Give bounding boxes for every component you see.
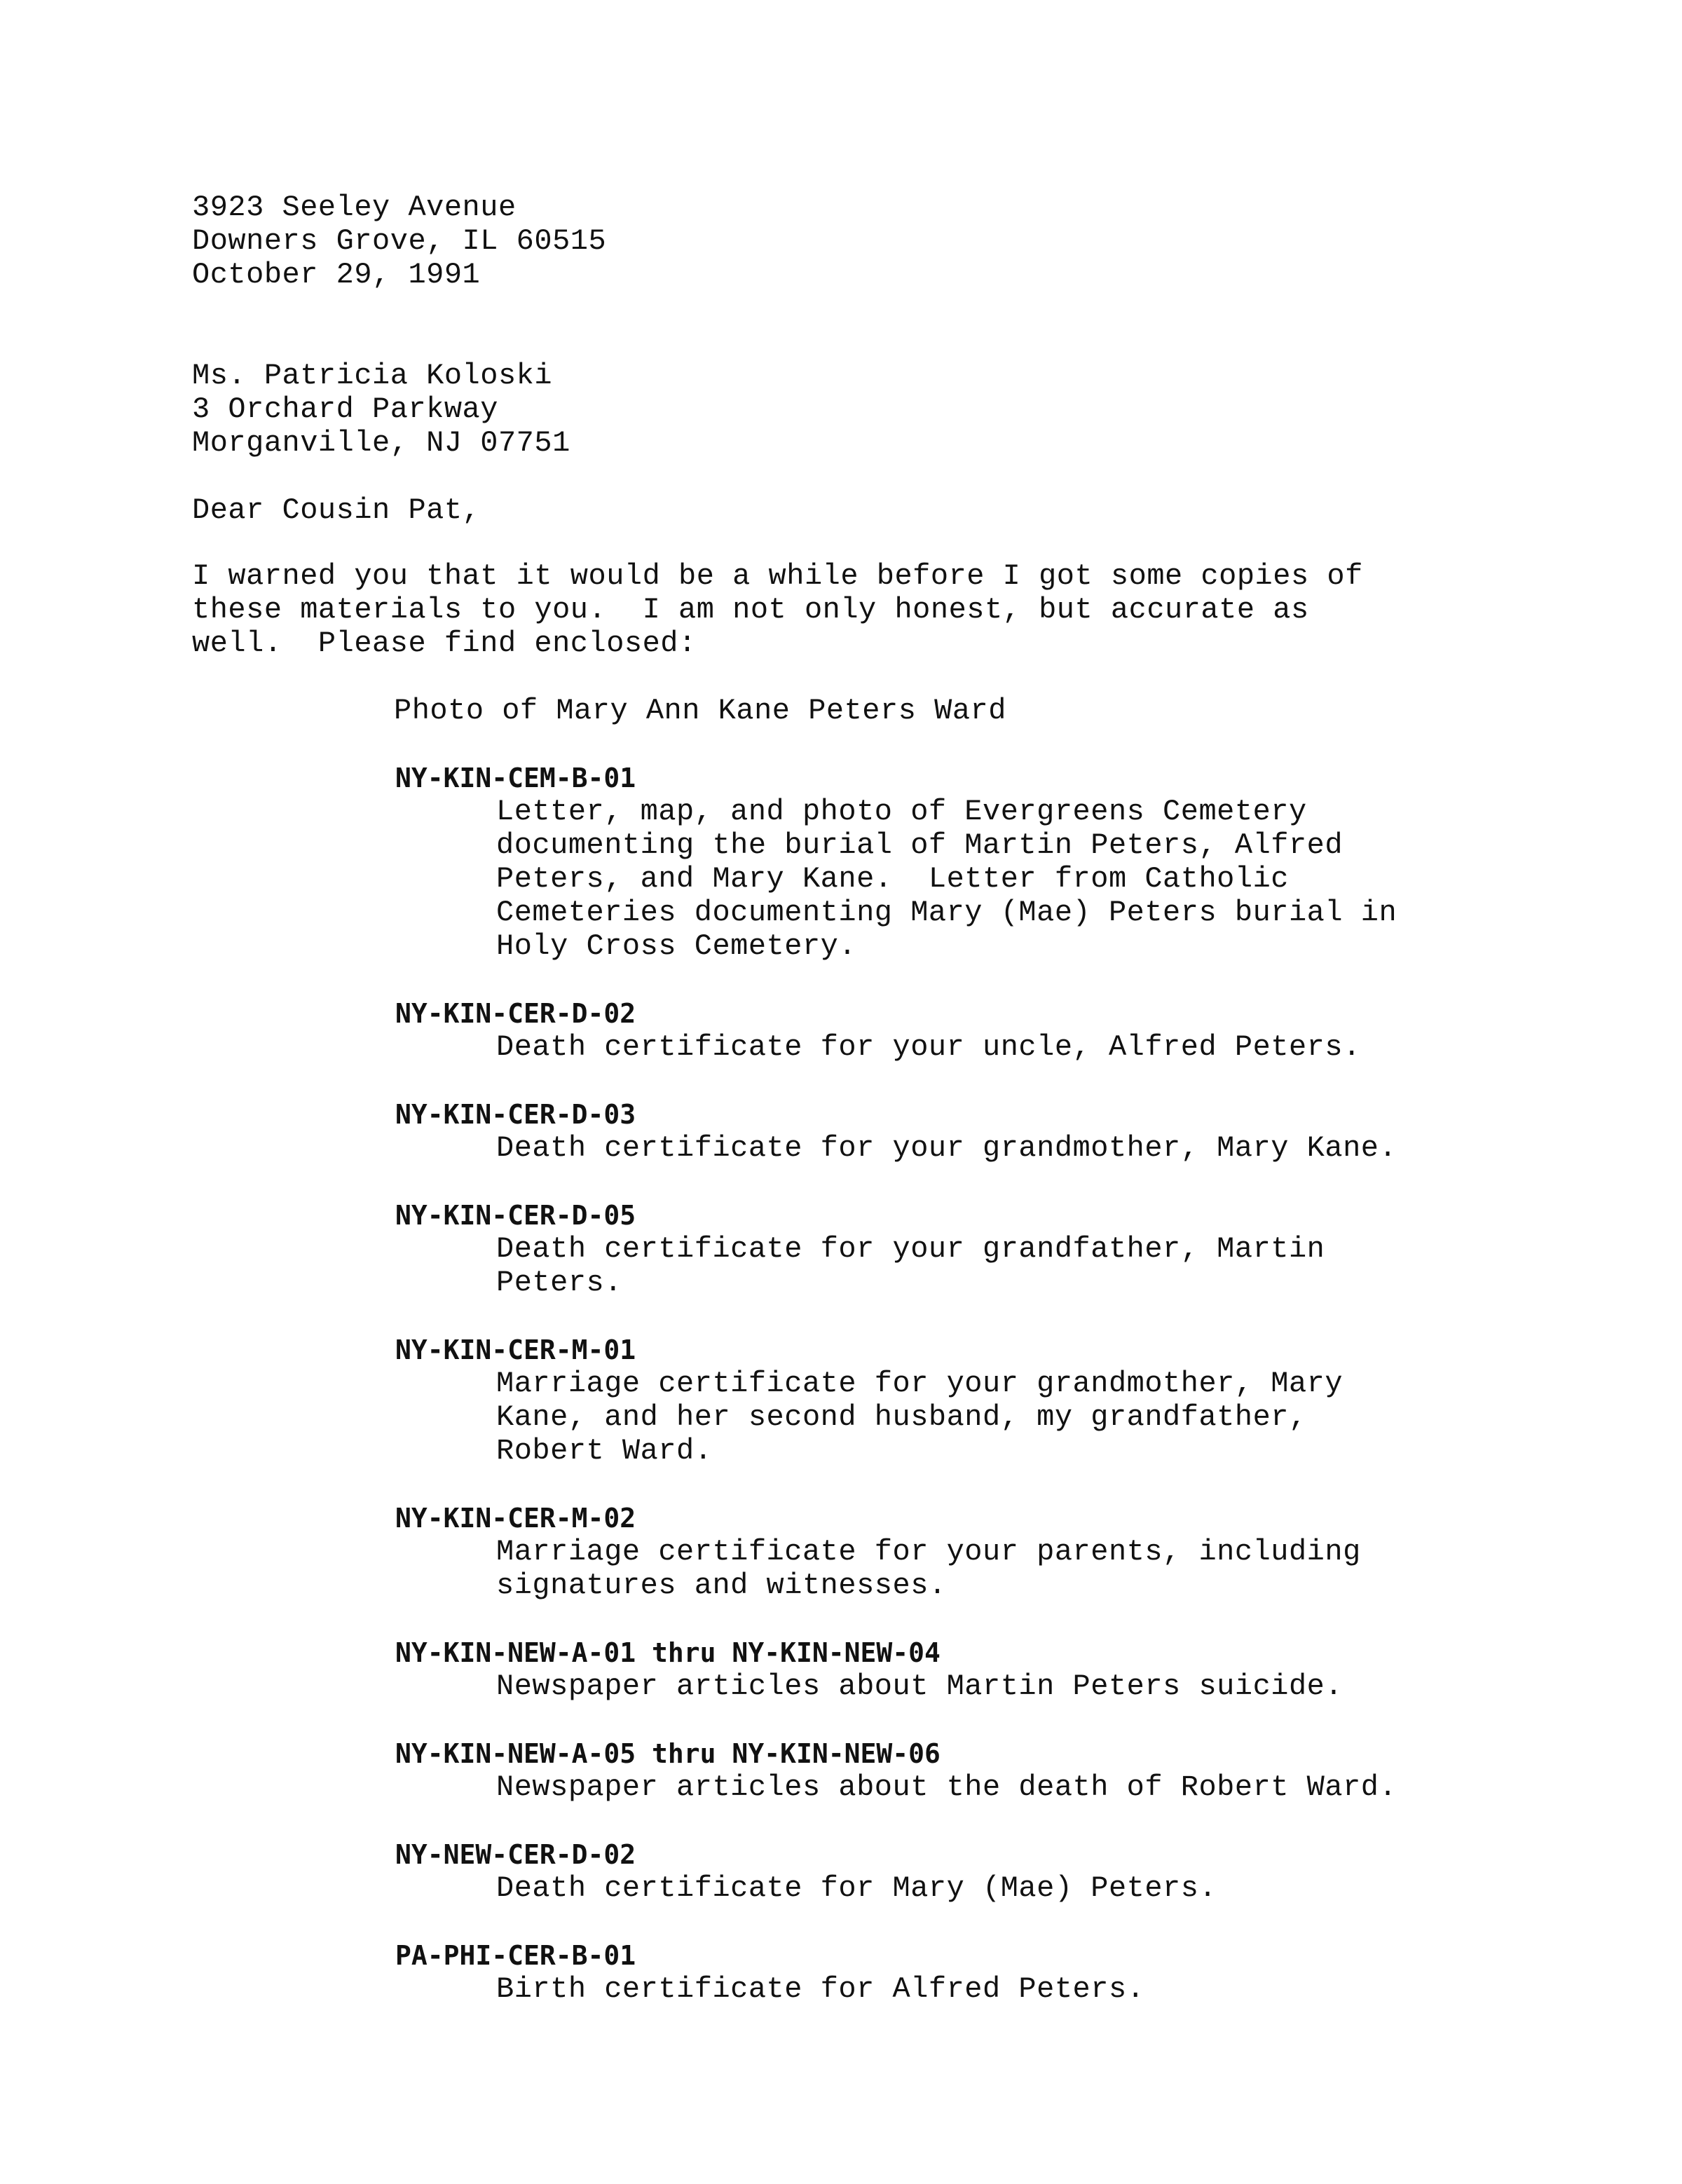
item-code: NY-KIN-NEW-A-01 thru NY-KIN-NEW-04 xyxy=(395,1637,941,1668)
item-code: NY-KIN-CER-D-03 xyxy=(395,1099,636,1130)
item-description-line: Cemeteries documenting Mary (Mae) Peters burial in xyxy=(496,896,1397,929)
sender-city: Downers Grove, IL 60515 xyxy=(192,224,607,258)
salutation: Dear Cousin Pat, xyxy=(192,493,481,527)
item-description-line: Death certificate for your uncle, Alfred Peters. xyxy=(496,1030,1361,1064)
item-description-line: Robert Ward. xyxy=(496,1434,713,1468)
item-description-line: Holy Cross Cemetery. xyxy=(496,929,857,963)
item-code: NY-KIN-CER-D-02 xyxy=(395,998,636,1029)
item-description-line: Death certificate for your grandfather, Martin xyxy=(496,1232,1325,1266)
item-description-line: Death certificate for Mary (Mae) Peters. xyxy=(496,1871,1217,1905)
item-code: NY-KIN-CER-D-05 xyxy=(395,1200,636,1231)
item-description-line: Newspaper articles about Martin Peters suicide. xyxy=(496,1670,1343,1703)
photo-item: Photo of Mary Ann Kane Peters Ward xyxy=(394,694,1006,728)
item-description-line: signatures and witnesses. xyxy=(496,1569,947,1602)
item-description-line: Marriage certificate for your grandmother, Mary xyxy=(496,1367,1343,1400)
item-code: NY-KIN-CER-M-02 xyxy=(395,1503,636,1534)
item-code: PA-PHI-CER-B-01 xyxy=(395,1940,636,1971)
item-description-line: Peters, and Mary Kane. Letter from Catholic xyxy=(496,862,1289,896)
item-description-line: Peters. xyxy=(496,1266,622,1299)
item-code: NY-NEW-CER-D-02 xyxy=(395,1839,636,1870)
item-description-line: Marriage certificate for your parents, including xyxy=(496,1535,1361,1569)
item-description-line: Letter, map, and photo of Evergreens Cemetery xyxy=(496,795,1307,828)
intro-line-3: well. Please find enclosed: xyxy=(192,627,697,660)
item-code: NY-KIN-CEM-B-01 xyxy=(395,763,636,793)
item-description-line: Newspaper articles about the death of Robert Ward. xyxy=(496,1770,1397,1804)
intro-line-2: these materials to you. I am not only honest, but accurate as xyxy=(192,593,1309,627)
item-description-line: documenting the burial of Martin Peters, Alfred xyxy=(496,828,1343,862)
letter-date: October 29, 1991 xyxy=(192,258,481,292)
recipient-name: Ms. Patricia Koloski xyxy=(192,359,553,393)
recipient-street: 3 Orchard Parkway xyxy=(192,393,498,426)
item-code: NY-KIN-NEW-A-05 thru NY-KIN-NEW-06 xyxy=(395,1738,941,1769)
item-description-line: Kane, and her second husband, my grandfather, xyxy=(496,1400,1307,1434)
sender-street: 3923 Seeley Avenue xyxy=(192,191,517,224)
item-code: NY-KIN-CER-M-01 xyxy=(395,1335,636,1365)
recipient-city: Morganville, NJ 07751 xyxy=(192,426,570,460)
item-description-line: Death certificate for your grandmother, Mary Kane. xyxy=(496,1131,1397,1165)
intro-line-1: I warned you that it would be a while before I got some copies of xyxy=(192,559,1363,593)
item-description-line: Birth certificate for Alfred Peters. xyxy=(496,1972,1145,2006)
